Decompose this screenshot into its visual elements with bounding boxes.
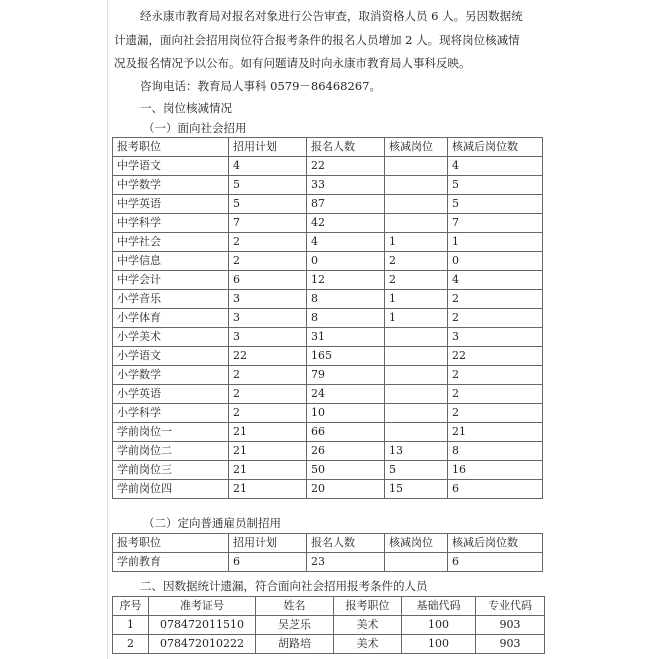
table-cell: 8 [307,309,385,328]
table-cell: 学前岗位三 [113,461,229,480]
table-cell: 66 [307,423,385,442]
table-cell: 4 [448,271,543,290]
header-cell: 报考职位 [113,138,229,157]
table-cell: 100 [402,616,476,635]
table-cell: 1 [113,616,149,635]
table-row [113,461,543,480]
table-cell: 4 [448,157,543,176]
table-cell: 1 [448,233,543,252]
header-cell: 核减岗位 [385,138,448,157]
header-cell: 准考证号 [149,597,256,616]
table-cell: 1 [385,233,448,252]
table-cell: 2 [448,290,543,309]
table-cell: 2 [229,385,307,404]
table-cell: 3 [229,290,307,309]
table-cell: 小学科学 [113,404,229,423]
table-cell: 中学科学 [113,214,229,233]
table-cell: 学前岗位四 [113,480,229,499]
table-cell [385,157,448,176]
table-cell: 42 [307,214,385,233]
table-added-candidates [112,596,545,654]
table-cell: 2 [113,635,149,654]
table-cell: 5 [448,176,543,195]
table-cell: 6 [448,553,543,572]
table-cell: 26 [307,442,385,461]
table-cell [385,366,448,385]
intro-line-2: 计遗漏，面向社会招用岗位符合报考条件的报名人员增加 2 人。现将岗位核减情 [114,33,520,47]
table-cell: 2 [448,366,543,385]
table-cell: 学前教育 [113,553,229,572]
table-directed-recruitment [112,533,543,572]
table-row [113,480,543,499]
table-cell: 3 [229,309,307,328]
table-cell: 2 [385,252,448,271]
table-row [113,442,543,461]
table-cell: 6 [448,480,543,499]
table-header-row [113,597,545,616]
table-cell: 小学数学 [113,366,229,385]
table-row [113,328,543,347]
table-cell: 79 [307,366,385,385]
table-cell: 7 [229,214,307,233]
table-cell: 078472011510 [149,616,256,635]
table-header-row [113,138,543,157]
table-cell: 中学英语 [113,195,229,214]
table-cell: 1 [385,290,448,309]
header-cell: 序号 [113,597,149,616]
table-cell: 小学英语 [113,385,229,404]
table-cell: 100 [402,635,476,654]
table-cell: 中学数学 [113,176,229,195]
table-cell: 吴芝乐 [256,616,334,635]
table-cell: 23 [307,553,385,572]
table-cell [385,423,448,442]
table-row [113,157,543,176]
table-cell: 0 [307,252,385,271]
table-cell: 美术 [334,616,402,635]
table-cell: 2 [229,252,307,271]
header-cell: 基础代码 [402,597,476,616]
table-row [113,366,543,385]
table-cell: 4 [307,233,385,252]
table-cell: 3 [229,328,307,347]
contact-line: 咨询电话：教育局人事科 0579－86468267。 [140,79,381,93]
table-cell: 4 [229,157,307,176]
table-cell: 903 [476,616,545,635]
table-cell: 美术 [334,635,402,654]
table-cell: 胡路培 [256,635,334,654]
table-cell [385,347,448,366]
table-cell: 12 [307,271,385,290]
header-cell: 报名人数 [307,534,385,553]
table-cell [385,404,448,423]
table-public-recruitment [112,137,543,499]
table-cell: 21 [229,423,307,442]
table-cell: 16 [448,461,543,480]
table-cell: 10 [307,404,385,423]
table-row [113,195,543,214]
intro-line-3: 况及报名情况予以公布。如有问题请及时向永康市教育局人事科反映。 [114,56,471,70]
table-cell: 21 [229,442,307,461]
table-cell: 22 [307,157,385,176]
table-cell [385,176,448,195]
table-cell: 中学会计 [113,271,229,290]
table-cell: 小学语文 [113,347,229,366]
table-cell: 903 [476,635,545,654]
table-cell [385,385,448,404]
table-row [113,616,545,635]
table-cell: 3 [448,328,543,347]
table-row [113,553,543,572]
table-cell: 2 [229,366,307,385]
table-cell: 2 [448,404,543,423]
table-cell: 5 [229,176,307,195]
header-cell: 专业代码 [476,597,545,616]
table-row [113,271,543,290]
table-row [113,252,543,271]
table-cell: 2 [448,309,543,328]
table-cell: 7 [448,214,543,233]
table-row [113,233,543,252]
table-cell: 24 [307,385,385,404]
table-row [113,635,545,654]
table-cell: 2 [448,385,543,404]
table-row [113,423,543,442]
table-row [113,404,543,423]
table-cell: 5 [448,195,543,214]
table-row [113,309,543,328]
table-cell: 2 [385,271,448,290]
table-cell: 165 [307,347,385,366]
header-cell: 报考职位 [113,534,229,553]
table-cell: 22 [229,347,307,366]
header-cell: 报考职位 [334,597,402,616]
table-cell: 33 [307,176,385,195]
header-cell: 核减后岗位数 [448,534,543,553]
table-cell: 31 [307,328,385,347]
table-cell: 078472010222 [149,635,256,654]
header-cell: 招用计划 [229,534,307,553]
table-cell: 学前岗位二 [113,442,229,461]
subsection-1-title: （一）面向社会招用 [143,121,247,135]
table-cell: 小学美术 [113,328,229,347]
table-cell: 21 [229,480,307,499]
table-cell: 21 [229,461,307,480]
table-cell: 20 [307,480,385,499]
table-cell: 6 [229,271,307,290]
table-cell [385,195,448,214]
table-cell: 6 [229,553,307,572]
table-cell: 15 [385,480,448,499]
table-cell [385,214,448,233]
header-cell: 招用计划 [229,138,307,157]
table-row [113,214,543,233]
table-cell: 5 [229,195,307,214]
intro-line-1: 经永康市教育局对报名对象进行公告审查，取消资格人员 6 人。另因数据统 [140,9,523,23]
table-cell: 8 [448,442,543,461]
table-cell [385,553,448,572]
table-row [113,290,543,309]
table-row [113,385,543,404]
table-cell: 小学体育 [113,309,229,328]
table-cell: 中学语文 [113,157,229,176]
table-row [113,176,543,195]
section-1-title: 一、岗位核减情况 [140,101,232,115]
table-cell [385,328,448,347]
subsection-2-title: （二）定向普通雇员制招用 [143,516,281,530]
table-header-row [113,534,543,553]
table-cell: 50 [307,461,385,480]
table-cell: 87 [307,195,385,214]
table-cell: 2 [229,404,307,423]
header-cell: 报名人数 [307,138,385,157]
header-cell: 核减岗位 [385,534,448,553]
table-cell: 22 [448,347,543,366]
table-cell: 中学社会 [113,233,229,252]
table-cell: 学前岗位一 [113,423,229,442]
table-cell: 小学音乐 [113,290,229,309]
header-cell: 姓名 [256,597,334,616]
table-cell: 8 [307,290,385,309]
table-row [113,347,543,366]
table-cell: 1 [385,309,448,328]
section-2-title: 二、因数据统计遗漏，符合面向社会招用报考条件的人员 [140,579,428,593]
table-cell: 5 [385,461,448,480]
table-cell: 0 [448,252,543,271]
table-cell: 2 [229,233,307,252]
table-cell: 21 [448,423,543,442]
header-cell: 核减后岗位数 [448,138,543,157]
table-cell: 13 [385,442,448,461]
table-cell: 中学信息 [113,252,229,271]
